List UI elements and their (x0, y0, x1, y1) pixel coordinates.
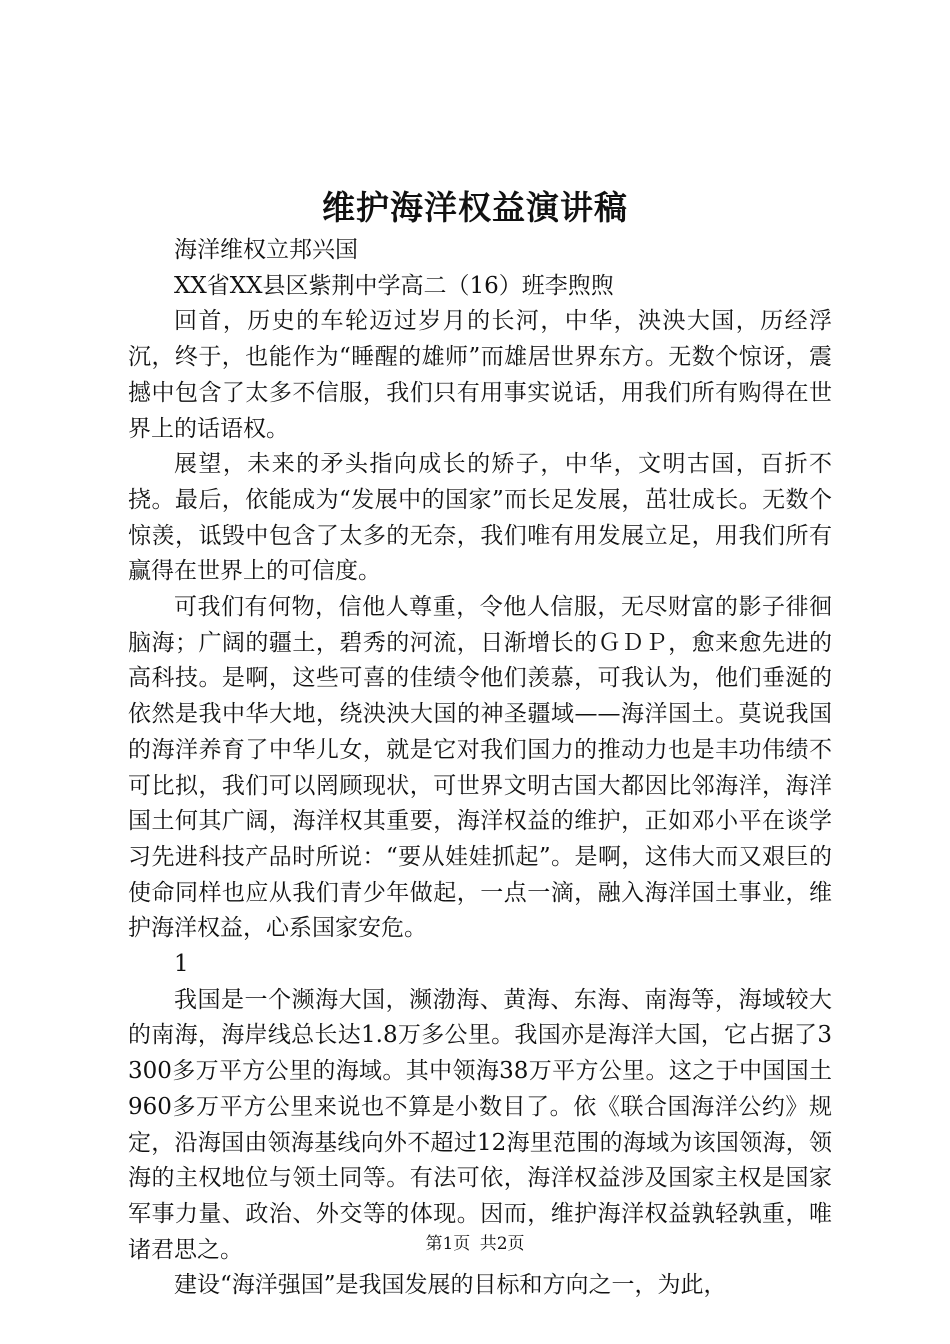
author-line: XX省XX县区紫荆中学高二（16）班李煦煦 (174, 272, 614, 299)
paragraph: 回首，历史的车轮迈过岁月的长河，中华，泱泱大国，历经浮沉，终于，也能作为“睡醒的雄师”而雄居世界东方。无数个惊讶，震撼中包含了太多不信服，我们只有用事实说话，用我们所有购得在世界上的话语权。 (128, 308, 832, 442)
page-footer (0, 1232, 950, 1256)
paragraph: 我国是一个濒海大国，濒渤海、黄海、东海、南海等，海域较大的南海，海岸线总长达1.8万多公里。我国亦是海洋大国，它占据了3300多万平方公里的海域。其中领海38万平方公里。这之于中国国土960多万平方公里来说也不算是小数目了。依《联合国海洋公约》规定，沿海国由领海基线向外不超过12海里范围的海域为该国领海，领海的主权地位与领土同等。有法可依，海洋权益涉及国家主权是国家军事力量、政治、外交等的体现。因而，维护海洋权益孰轻孰重，唯诸君思之。 (128, 986, 832, 1263)
document-body (128, 233, 832, 1304)
section-number: 1 (174, 951, 189, 978)
page-number: 第1页 (425, 1234, 471, 1254)
page-total: 共2页 (479, 1234, 525, 1254)
document-title: 维护海洋权益演讲稿 (322, 188, 628, 227)
subtitle: 海洋维权立邦兴国 (174, 237, 358, 263)
paragraph: 展望，未来的矛头指向成长的矫子，中华，文明古国，百折不挠。最后，依能成为“发展中的国家”而长足发展，茁壮成长。无数个惊羡，诋毁中包含了太多的无奈，我们唯有用发展立足，用我们所有赢得在世界上的可信度。 (128, 451, 832, 585)
paragraph: 可我们有何物，信他人尊重，令他人信服，无尽财富的影子徘徊脑海；广阔的疆土，碧秀的河流，日渐增长的ＧＤＰ，愈来愈先进的高科技。是啊，这些可喜的佳绩令他们羡慕，可我认为，他们垂涎的依然是我中华大地，绕泱泱大国的神圣疆域——海洋国土。莫说我国的海洋养育了中华儿女，就是它对我们国力的推动力也是丰功伟绩不可比拟，我们可以罔顾现状，可世界文明古国大都因比邻海洋，海洋国土何其广阔，海洋权其重要，海洋权益的维护，正如邓小平在谈学习先进科技产品时所说：“要从娃娃抓起”。是啊，这伟大而又艰巨的使命同样也应从我们青少年做起，一点一滴，融入海洋国土事业，维护海洋权益，心系国家安危。 (128, 594, 832, 942)
paragraph: 建设“海洋强国”是我国发展的目标和方向之一，为此， (174, 1272, 727, 1299)
